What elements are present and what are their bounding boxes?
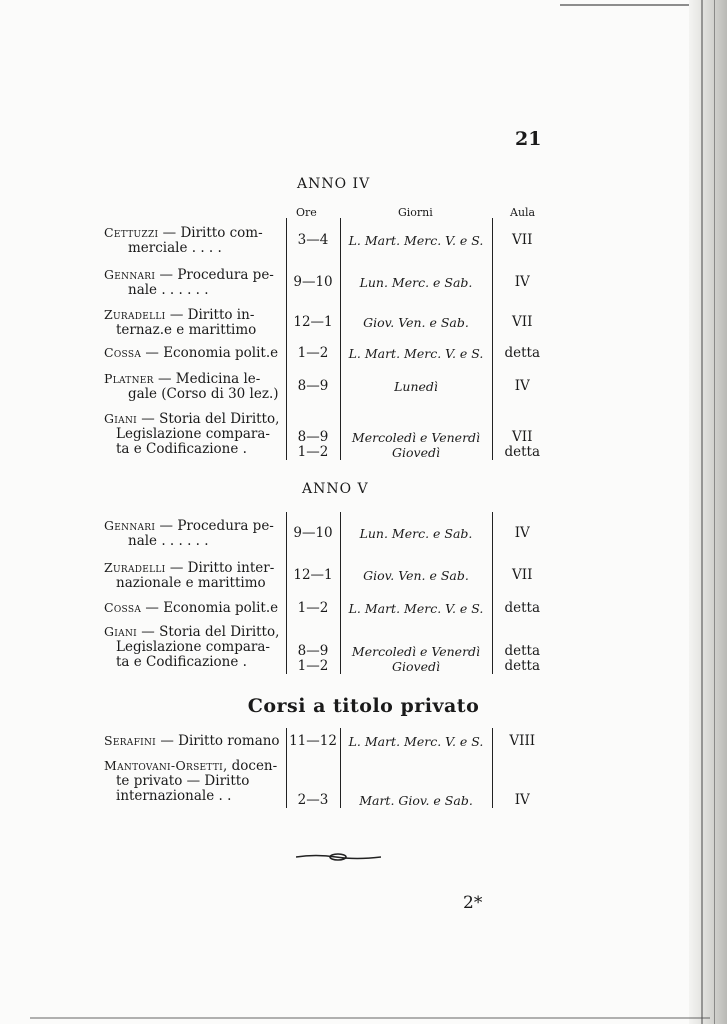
course-name: Platner — Medicina le- gale (Corso di 30 lez.) bbox=[104, 370, 279, 402]
course-hours: 8—9 bbox=[286, 364, 340, 408]
course-days: L. Mart. Merc. V. e S. bbox=[340, 342, 492, 364]
bottom-edge-line bbox=[30, 1017, 710, 1019]
section-title-corsi-privato: Corsi a titolo privato bbox=[247, 695, 480, 717]
course-room: VIII bbox=[509, 732, 536, 749]
course-hours: 9—10 bbox=[286, 512, 340, 554]
course-hours: 9—10 bbox=[286, 262, 340, 302]
course-room: IV bbox=[514, 377, 530, 394]
course-days: Lunedì bbox=[340, 364, 492, 408]
header-giorni: Giorni bbox=[398, 206, 433, 219]
course-name: Serafini — Diritto romano bbox=[104, 733, 280, 749]
course-days: L. Mart. Merc. V. e S. bbox=[340, 218, 492, 262]
course-room: detta bbox=[504, 344, 541, 361]
table-row bbox=[104, 728, 552, 754]
anno-v-table bbox=[104, 512, 552, 674]
course-hours: 12—1 bbox=[286, 302, 340, 342]
course-days: Giov. Ven. e Sab. bbox=[340, 302, 492, 342]
table-row bbox=[104, 364, 552, 408]
course-name: Cossa — Economia polit.e bbox=[104, 345, 279, 361]
table-row bbox=[104, 218, 552, 262]
course-hours: 11—12 bbox=[286, 728, 340, 754]
course-name: Giani — Storia del Diritto, Legislazione compara- ta e Codificazione . bbox=[104, 411, 280, 457]
table-row bbox=[104, 754, 552, 808]
page-edge-shadow bbox=[689, 0, 727, 1024]
course-room: detta bbox=[504, 599, 541, 616]
anno-iv-table bbox=[104, 218, 552, 460]
page-edge-line-outer bbox=[714, 0, 715, 1024]
course-hours: 12—1 bbox=[286, 554, 340, 596]
course-room: VII detta bbox=[504, 429, 541, 460]
table-row bbox=[104, 408, 552, 460]
course-hours: 1—2 bbox=[286, 596, 340, 620]
course-hours: 3—4 bbox=[286, 218, 340, 262]
course-name: Zuradelli — Diritto in- ternaz.e e marittimo bbox=[104, 306, 257, 338]
anno-iv-title: ANNO IV bbox=[297, 176, 371, 192]
table-row bbox=[104, 342, 552, 364]
course-room: IV bbox=[514, 524, 530, 541]
course-days: L. Mart. Merc. V. e S. bbox=[340, 728, 492, 754]
course-name: Cossa — Economia polit.e bbox=[104, 600, 279, 616]
table-row bbox=[104, 262, 552, 302]
course-room: IV bbox=[514, 792, 530, 808]
course-days: Lun. Merc. e Sab. bbox=[340, 512, 492, 554]
anno-v-title: ANNO V bbox=[302, 481, 369, 497]
course-room: VII bbox=[512, 566, 533, 583]
course-room: VII bbox=[512, 313, 533, 330]
table-row bbox=[104, 620, 552, 674]
course-room: IV bbox=[514, 273, 530, 290]
course-hours: 8—9 1—2 bbox=[286, 620, 340, 674]
course-hours: 8—9 1—2 bbox=[286, 408, 340, 460]
course-days: Mart. Giov. e Sab. bbox=[340, 754, 492, 808]
course-name: Gennari — Procedura pe- nale . . . . . . bbox=[104, 517, 274, 549]
top-edge-line bbox=[560, 4, 700, 6]
page-edge-line bbox=[701, 0, 703, 1024]
course-days: L. Mart. Merc. V. e S. bbox=[340, 596, 492, 620]
course-name: Zuradelli — Diritto inter- nazionale e marittimo bbox=[104, 559, 275, 591]
table-row bbox=[104, 596, 552, 620]
header-ore: Ore bbox=[296, 206, 317, 219]
course-days: Mercoledì e Venerdì Giovedì bbox=[340, 408, 492, 460]
privato-table bbox=[104, 728, 552, 808]
signature-mark: 2* bbox=[463, 893, 483, 913]
table-row bbox=[104, 554, 552, 596]
course-name: Gennari — Procedura pe- nale . . . . . . bbox=[104, 266, 274, 298]
course-hours: 1—2 bbox=[286, 342, 340, 364]
course-hours: 2—3 bbox=[286, 754, 340, 808]
course-days: Mercoledì e Venerdì Giovedì bbox=[340, 620, 492, 674]
course-name: Cettuzzi — Diritto com- merciale . . . . bbox=[104, 224, 263, 256]
ornament-divider bbox=[296, 853, 381, 861]
table-row bbox=[104, 302, 552, 342]
table-row bbox=[104, 512, 552, 554]
page-number: 21 bbox=[515, 128, 542, 150]
header-aula: Aula bbox=[510, 206, 536, 219]
course-name: Mantovani-Orsetti, docen- te privato — Diritto internazionale . . bbox=[104, 758, 278, 804]
course-name: Giani — Storia del Diritto, Legislazione compara- ta e Codificazione . bbox=[104, 624, 280, 670]
course-days: Lun. Merc. e Sab. bbox=[340, 262, 492, 302]
course-room: detta detta bbox=[504, 643, 541, 674]
course-days: Giov. Ven. e Sab. bbox=[340, 554, 492, 596]
course-room: VII bbox=[512, 231, 533, 248]
